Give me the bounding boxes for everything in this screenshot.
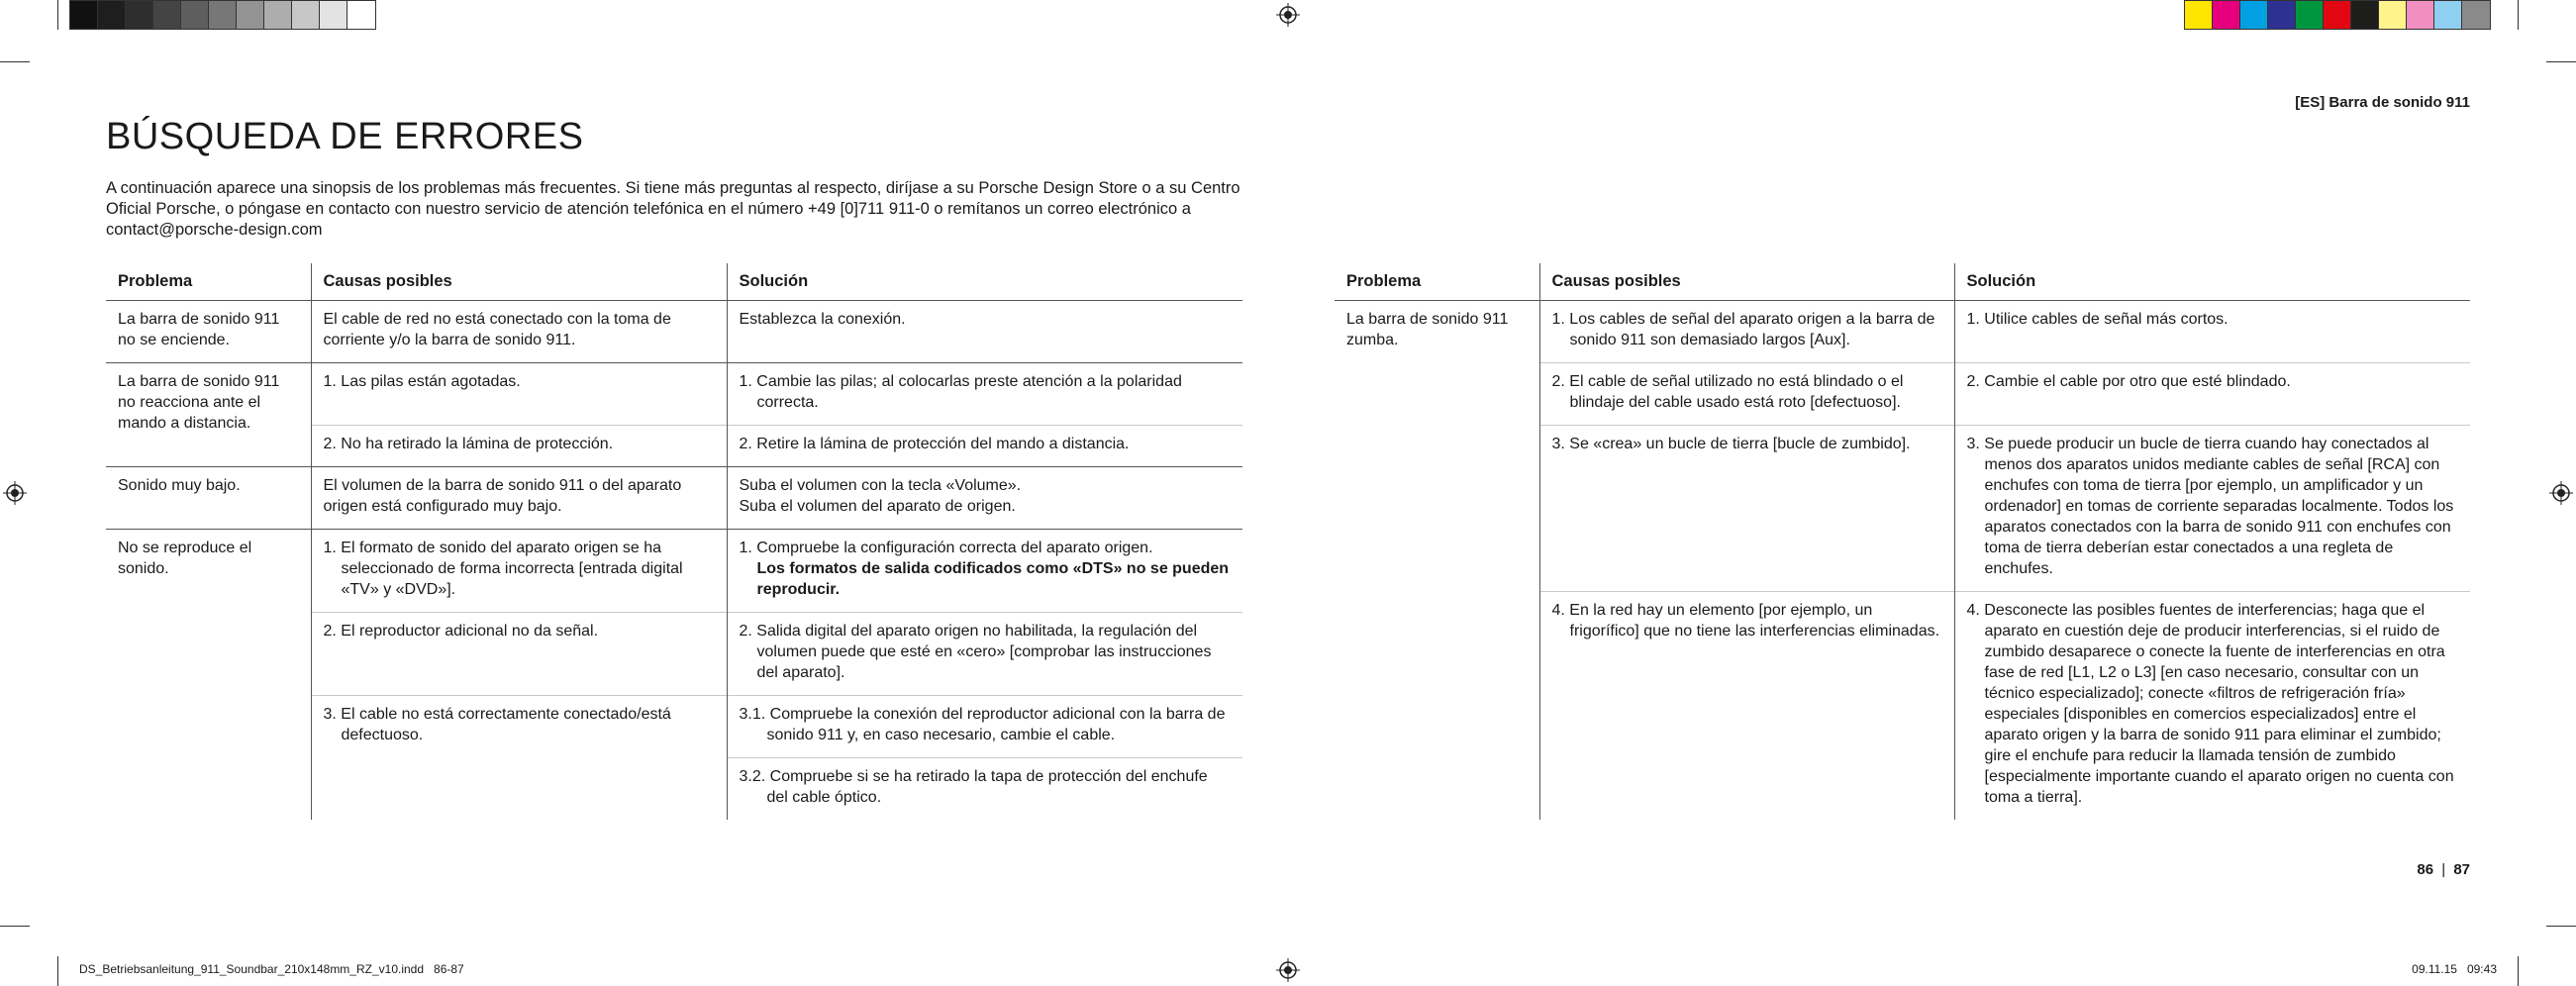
footer-timestamp: 09.11.15 09:43 [2412,962,2497,976]
solution-text: 3.1. Compruebe la conexión del reproductor adicional con la barra de sonido 911 y, en caso necesario, cambie el cable. [739,706,1226,743]
cause-cell [311,530,727,613]
intro-paragraph: A continuación aparece una sinopsis de los problemas más frecuentes. Si tiene más preguntas al respecto, diríjase a su Porsche Design Store o a su Centro Oficial Porsche, o póngase en contacto con nuestro servicio de atención telefónica en el número +49 [0]711 911-0 o remítanos un correo electrónico a contact@porsche-design.com [106,179,1240,239]
solution-text: 1. Compruebe la configuración correcta del aparato origen. [739,540,1153,556]
crop-mark [57,0,58,30]
cause-text: 3. El cable no está correctamente conectado/está defectuoso. [323,706,671,743]
color-swatch [2462,1,2490,29]
crop-mark [0,61,30,62]
footer-file-slug: DS_Betriebsanleitung_911_Soundbar_210x148mm_RZ_v10.indd 86-87 [79,962,464,976]
color-swatch [2434,1,2462,29]
solution-text: 3.2. Compruebe si se ha retirado la tapa de protección del enchufe del cable óptico. [739,768,1208,806]
cause-text: 3. Se «crea» un bucle de tierra [bucle de zumbido]. [1551,436,1911,452]
color-swatch [2185,1,2213,29]
registration-mark-icon [2549,481,2573,505]
crop-mark [2518,956,2519,986]
header-causes: Causas posibles [311,263,727,301]
cause-cell [1539,363,1954,426]
cause-text: 1. El formato de sonido del aparato origen se ha seleccionado de forma incorrecta [entrada digital «TV» y «DVD»]. [323,540,683,598]
solution-text: 1. Utilice cables de señal más cortos. [1966,311,2229,328]
solution-text: Suba el volumen del aparato de origen. [739,498,1016,515]
registration-mark-icon [1276,3,1300,27]
header-solution: Solución [727,263,1242,301]
page-number-left: 86 [2417,861,2434,878]
table-row [1335,301,2470,363]
problem-cell: La barra de sonido 911 no se enciende. [118,311,280,348]
troubleshooting-table-right [1335,263,2470,820]
color-swatch [70,1,98,29]
solution-text: 2. Retire la lámina de protección del mando a distancia. [739,436,1130,452]
cause-text: 2. El reproductor adicional no da señal. [323,623,599,640]
color-swatch [2351,1,2379,29]
solution-cell [727,696,1242,758]
color-swatch [237,1,264,29]
page-number-right: 87 [2453,861,2470,878]
crop-mark [57,956,58,986]
cause-text: 4. En la red hay un elemento [por ejemplo, un frigorífico] que no tiene las interferencias eliminadas. [1551,602,1940,640]
registration-mark-icon [3,481,27,505]
cause-cell [1539,592,1954,821]
solution-text: 2. Salida digital del aparato origen no habilitada, la regulación del volumen puede que esté en «cero» [comprobar las instrucciones del aparato]. [739,623,1212,681]
page-number-separator: | [2441,861,2446,878]
solution-warning-text: Los formatos de salida codificados como «DTS» no se pueden reproducir. [756,560,1230,598]
solution-cell [727,758,1242,821]
table-header-row [1335,263,2470,301]
solution-text: 1. Cambie las pilas; al colocarlas preste atención a la polaridad correcta. [739,373,1182,411]
cause-cell [1539,301,1954,363]
header-solution: Solución [1954,263,2470,301]
header-problem: Problema [1335,263,1539,301]
color-swatch [292,1,320,29]
color-swatch [2240,1,2268,29]
table-row [106,467,1242,530]
cause-cell [311,426,727,467]
problem-cell: Sonido muy bajo. [106,467,311,530]
solution-text: 4. Desconecte las posibles fuentes de interferencias; haga que el aparato en cuestión deje de producir interferencias, si el ruido de zumbido desaparece o conecte la fuente de interferencias en otra fase de red [L1, L2 o L3] [en caso necesario, consultar con un técnico especializado]; conecte «filtros de refrigeración fría» especiales [disponibles en comercios especializados] entre el aparato origen y la barra de sonido 911 para eliminar el zumbido; gire el enchufe para reducir la llamada tensión de zumbido [especialmente importante cuando el aparato origen no cuenta con toma a tierra]. [1966,602,2454,806]
crop-mark [2546,61,2576,62]
solution-cell: Establezca la conexión. [727,301,1242,363]
color-swatch [98,1,126,29]
solution-cell [1954,592,2470,821]
color-swatch [126,1,153,29]
color-swatch [2407,1,2434,29]
problem-cell: La barra de sonido 911 zumba. [1346,311,1509,348]
page-numbers [2417,861,2470,878]
table-row [106,301,1242,363]
color-swatch [2213,1,2240,29]
color-swatch-strip [2184,0,2491,30]
running-head: [ES] Barra de sonido 911 [2295,94,2470,111]
problem-cell: La barra de sonido 911 no reacciona ante el mando a distancia. [106,363,311,467]
cause-text: 2. El cable de señal utilizado no está blindado o el blindaje del cable usado está roto [defectuoso]. [1551,373,1904,411]
header-causes: Causas posibles [1539,263,1954,301]
color-swatch [209,1,237,29]
cause-cell [311,696,727,821]
table-header-row [106,263,1242,301]
cause-cell: El volumen de la barra de sonido 911 o del aparato origen está configurado muy bajo. [311,467,727,530]
solution-text: 3. Se puede producir un bucle de tierra cuando hay conectados al menos dos aparatos unidos mediante cables de señal [RCA] con enchufes con toma de tierra [por ejemplo, un amplificador y un ordenador] en tomas de corriente separadas localmente. Todos los aparatos conectados con la barra de sonido 911 con enchufes con toma de tierra deberían estar conectados a una regleta de enchufes. [1966,436,2454,577]
crop-mark [2546,926,2576,927]
table-row [106,530,1242,613]
cause-text: 1. Las pilas están agotadas. [323,373,521,390]
color-swatch [264,1,292,29]
crop-mark [0,926,30,927]
solution-cell [727,530,1242,613]
crop-mark [2518,0,2519,30]
cause-cell [311,613,727,696]
cause-cell [1539,426,1954,592]
color-swatch [320,1,347,29]
page-title: BÚSQUEDA DE ERRORES [106,116,584,157]
solution-cell [727,467,1242,530]
solution-cell [727,363,1242,426]
gray-swatch-strip [69,0,376,30]
solution-cell [1954,426,2470,592]
solution-cell [1954,363,2470,426]
color-swatch [181,1,209,29]
color-swatch [347,1,375,29]
color-swatch [2324,1,2351,29]
cause-text: 2. No ha retirado la lámina de protección. [323,436,614,452]
color-swatch [153,1,181,29]
color-swatch [2296,1,2324,29]
troubleshooting-table-left [106,263,1242,820]
solution-text: 2. Cambie el cable por otro que esté blindado. [1966,373,2291,390]
registration-mark-icon [1276,958,1300,982]
solution-cell [727,426,1242,467]
solution-cell [1954,301,2470,363]
cause-cell: El cable de red no está conectado con la toma de corriente y/o la barra de sonido 911. [311,301,727,363]
cause-cell [311,363,727,426]
solution-text: Suba el volumen con la tecla «Volume». [739,477,1022,494]
header-problem: Problema [106,263,311,301]
color-swatch [2268,1,2296,29]
color-swatch [2379,1,2407,29]
table-row [106,363,1242,426]
cause-text: 1. Los cables de señal del aparato origen a la barra de sonido 911 son demasiado largos [Aux]. [1551,311,1935,348]
problem-cell: No se reproduce el sonido. [106,530,311,821]
solution-cell [727,613,1242,696]
